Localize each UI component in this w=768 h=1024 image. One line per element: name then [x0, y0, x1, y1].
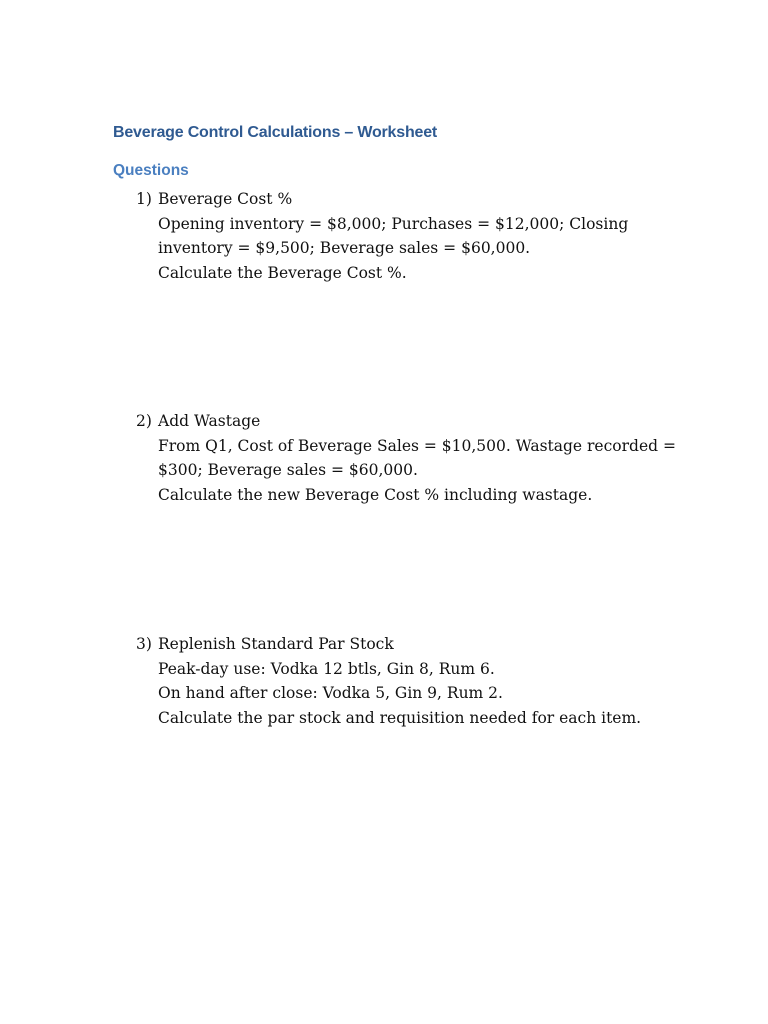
- question-title: Beverage Cost %: [158, 190, 293, 208]
- question-line: inventory = $9,500; Beverage sales = $60,000.: [158, 239, 531, 257]
- question-line: From Q1, Cost of Beverage Sales = $10,500. Wastage recorded =: [158, 436, 676, 455]
- questions-heading: Questions: [113, 162, 189, 179]
- question-body: [158, 632, 656, 730]
- question-body: [158, 187, 656, 285]
- question-line: Opening inventory = $8,000; Purchases = $12,000; Closing: [158, 214, 629, 233]
- question-title: Replenish Standard Par Stock: [158, 635, 394, 653]
- question-line: Peak-day use: Vodka 12 btls, Gin 8, Rum 6.: [158, 659, 495, 678]
- document-title: Beverage Control Calculations – Worksheet: [113, 124, 438, 141]
- question-line: $300; Beverage sales = $60,000.: [158, 461, 418, 479]
- question-instruction: Calculate the par stock and requisition needed for each item.: [158, 708, 642, 727]
- question-instruction: Calculate the new Beverage Cost % including wastage.: [158, 485, 593, 504]
- question-instruction: Calculate the Beverage Cost %.: [158, 263, 407, 282]
- question-number: 2): [136, 412, 152, 430]
- question-title: Add Wastage: [158, 412, 261, 430]
- question-body: [158, 409, 676, 507]
- question-3: [136, 632, 656, 730]
- question-1: [136, 187, 656, 285]
- question-2: [136, 409, 676, 507]
- question-line: On hand after close: Vodka 5, Gin 9, Rum 2.: [158, 684, 503, 702]
- question-number: 3): [136, 635, 152, 653]
- question-number: 1): [136, 190, 152, 208]
